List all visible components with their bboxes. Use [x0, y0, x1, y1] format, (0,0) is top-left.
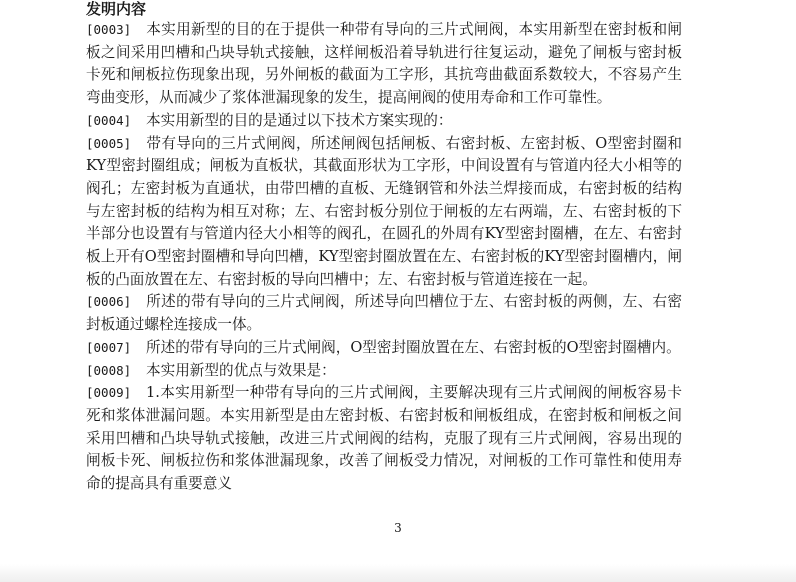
paragraph-number: [0005] [86, 135, 132, 151]
paragraph-text: 本实用新型的目的在于提供一种带有导向的三片式闸阀，本实用新型在密封板和闸板之间采用凹槽和凸块导轨式接触，这样闸板沿着导轨进行往复运动，避免了闸板与密封板卡死和闸板拉伤现象出现，另外闸板的截面为工字形，其抗弯曲截面系数较大，不容易产生弯曲变形，从而减少了浆体泄漏现象的发生，提高闸阀的使用寿命和工作可靠性。 [86, 21, 682, 107]
paragraph-text: 所述的带有导向的三片式闸阀，所述导向凹槽位于左、右密封板的两侧，左、右密封板通过螺栓连接成一体。 [86, 293, 682, 334]
paragraph-text: 本实用新型的目的是通过以下技术方案实现的： [146, 111, 453, 129]
paragraph-text: 所述的带有导向的三片式闸阀，O型密封圈放置在左、右密封板的O型密封圈槽内。 [146, 338, 681, 356]
paragraph-text: 本实用新型的优点与效果是： [146, 361, 336, 379]
page-number: 3 [394, 521, 402, 535]
paragraph-0006 [86, 291, 682, 336]
paragraph-0003 [86, 19, 682, 110]
paragraph-number: [0008] [86, 362, 132, 378]
paragraph-text: 1.本实用新型一种带有导向的三片式闸阀，主要解决现有三片式闸阀的闸板容易卡死和浆体泄漏问题。本实用新型是由左密封板、右密封板和闸板组成，在密封板和闸板之间采用凹槽和凸块导轨式接触，改进三片式闸阀的结构，克服了现有三片式闸阀，容易出现的闸板卡死、闸板拉伤和浆体泄漏现象，改善了闸板受力情况，对闸板的工作可靠性和使用寿命的提高具有重要意义 [86, 384, 682, 493]
paragraph-number: [0007] [86, 339, 132, 355]
paragraph-number: [0009] [86, 385, 132, 401]
paragraph-0009 [86, 382, 682, 496]
paragraph-0007 [86, 337, 682, 360]
paragraph-number: [0004] [86, 112, 132, 128]
paragraph-text: 带有导向的三片式闸阀，所述闸阀包括闸板、右密封板、左密封板、O型密封圈和KY型密封圈组成；闸板为直板状，其截面形状为工字形，中间设置有与管道内径大小相等的阀孔；左密封板为直通状，由带凹槽的直板、无缝钢管和外法兰焊接而成，右密封板的结构与左密封板的结构为相互对称；左、右密封板分别位于闸板的左右两端，左、右密封板的下半部分也设置有与管道内径大小相等的阀孔，在圆孔的外周有KY型密封圈槽，在左、右密封板上开有O型密封圈槽和导向凹槽，KY型密封圈放置在左、右密封板的KY型密封圈槽内，闸板的凸面放置在左、右密封板的导向凹槽中；左、右密封板与管道连接在一起。 [86, 134, 682, 288]
paragraph-0008 [86, 360, 682, 383]
paragraph-number: [0003] [86, 22, 132, 37]
document-body [86, 19, 682, 496]
section-title: 发明内容 [86, 0, 147, 18]
paragraph-0005 [86, 133, 682, 292]
paragraph-0004 [86, 110, 682, 133]
paragraph-number: [0006] [86, 294, 132, 310]
